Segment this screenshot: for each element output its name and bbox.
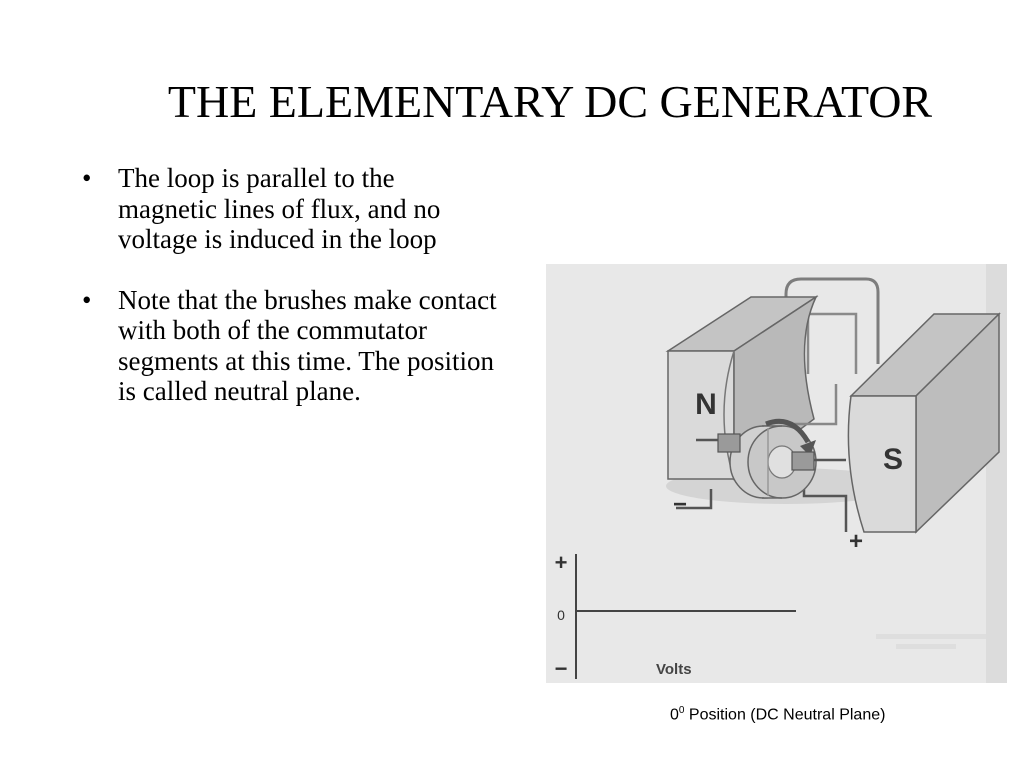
bullet-text: The loop is parallel to the magnetic lines of flux, and no voltage is induced in the loop	[118, 163, 441, 254]
caption-superscript: 0	[678, 705, 685, 716]
south-label: S	[882, 443, 904, 476]
generator-diagram	[546, 264, 1007, 683]
bullet-icon: •	[82, 284, 92, 315]
caption-base: 0	[670, 706, 679, 724]
graph-minus-label: −	[554, 656, 568, 681]
generator-diagram-svg	[546, 264, 1007, 683]
bullet-icon: •	[82, 163, 92, 193]
brush-right-icon	[792, 452, 814, 470]
graph-plus-label: +	[554, 550, 568, 575]
bullet-text: Note that the brushes make contact with both of the commutator segments at this time. The position is called neutral plane.	[118, 284, 497, 406]
figure-caption	[670, 705, 920, 724]
bullet-list	[78, 163, 498, 437]
north-label: N	[695, 388, 717, 421]
graph-axis-label: Volts	[656, 661, 692, 678]
bullet-item	[78, 163, 498, 255]
positive-terminal-label: +	[848, 528, 864, 555]
brush-left-icon	[718, 434, 740, 452]
negative-terminal-label: −	[672, 491, 688, 518]
slide-title: THE ELEMENTARY DC GENERATOR	[167, 76, 933, 127]
bullet-item	[78, 285, 498, 407]
caption-text: Position (DC Neutral Plane)	[684, 706, 886, 724]
graph-zero-label: 0	[557, 607, 565, 623]
